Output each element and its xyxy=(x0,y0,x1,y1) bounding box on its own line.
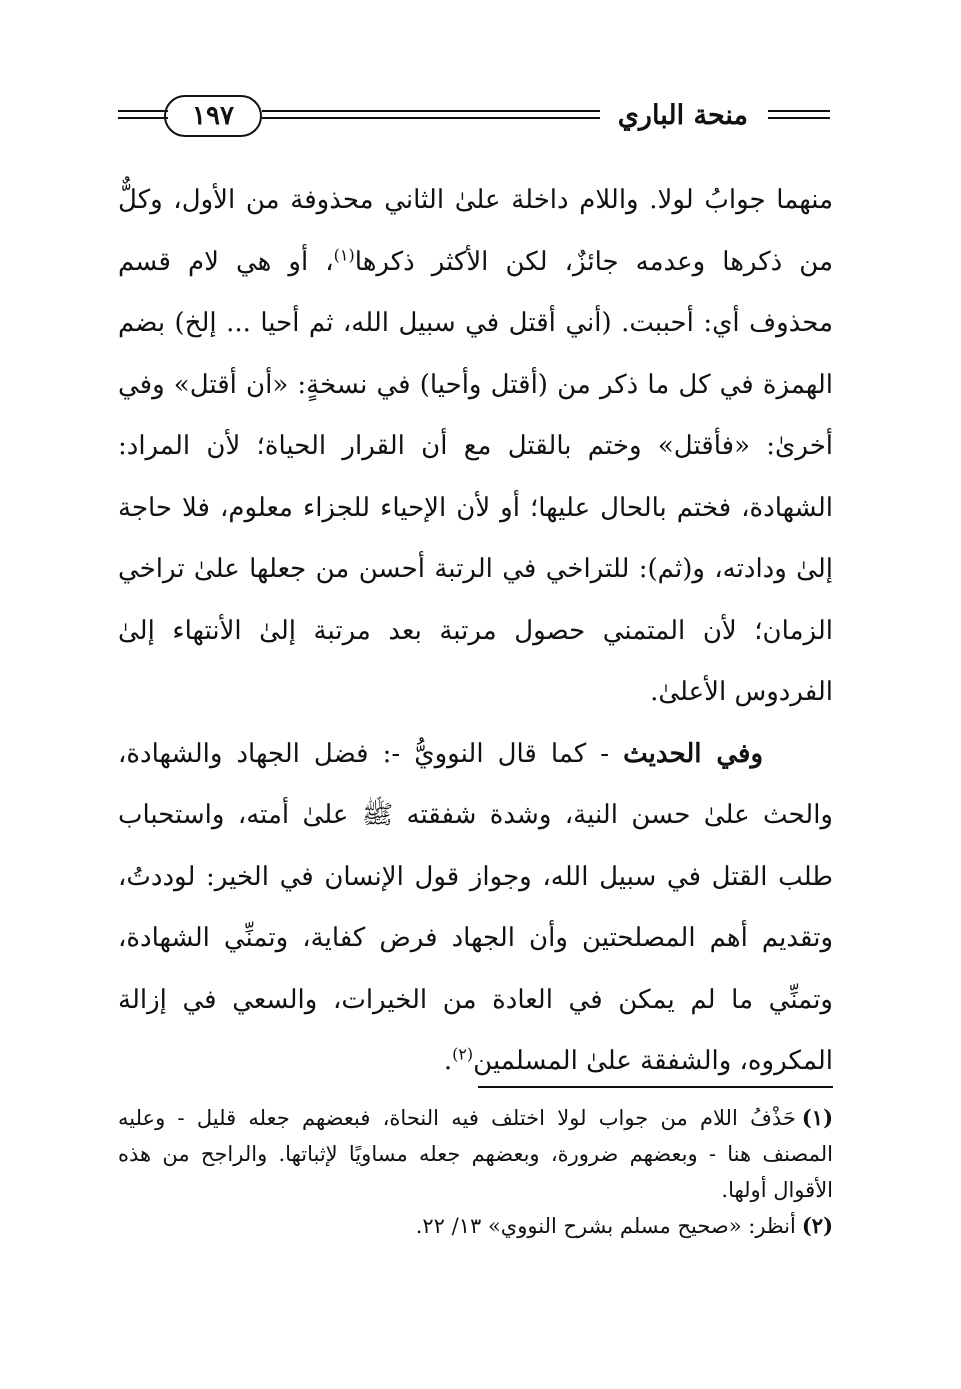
footnote-2-text: أنظر: «صحيح مسلم بشرح النووي» ١٣/ ٢٢. xyxy=(415,1214,796,1238)
page-number: ١٩٧ xyxy=(164,95,262,137)
book-title: منحة الباري xyxy=(617,100,748,131)
footnote-ref-2[interactable]: (٢) xyxy=(452,1044,474,1064)
footnote-1-number: (١) xyxy=(801,1105,833,1130)
paragraph-2 xyxy=(118,724,833,1093)
paragraph-1 xyxy=(118,170,833,724)
paragraph-1-text-b: ، أو هي لام قسم محذوف أي: أحببت. (أني أقتل في سبيل الله، ثم أحيا ... إلخ) بضم الهمزة في كل ما ذكر من (أقتل وأحيا) في نسخةٍ: «أن أقتل» وفي أخرىٰ: «فأقتل» وختم بالقتل مع أن القرار الحياة؛ لأن المراد: الشهادة، فختم بالحال عليها؛ أو لأن الإحياء للجزاء معلوم، فلا حاجة إلىٰ ودادته، و(ثم): للتراخي في الرتبة أحسن من جعلها علىٰ تراخي الزمان؛ لأن المتمني حصول مرتبة بعد مرتبة إلىٰ الأنتهاء إلىٰ الفردوس الأعلىٰ. xyxy=(118,246,834,707)
footnote-2-number: (٢) xyxy=(801,1213,833,1238)
header-ornament-right xyxy=(768,110,830,124)
main-text xyxy=(118,170,833,1093)
header-rule xyxy=(262,110,600,124)
footnote-2 xyxy=(118,1208,833,1244)
footnote-separator xyxy=(478,1086,833,1088)
footnote-1-text: حَذْفُ اللام من جواب لولا اختلف فيه النحاة، فبعضهم جعله قليل - وعليه المصنف هنا - وبعضهم ضرورة، وبعضهم جعله مساويًا لإثباتها. والراجح من هذه الأقوال أولها. xyxy=(118,1106,833,1202)
paragraph-2-text-b: . xyxy=(443,1046,453,1076)
footnote-ref-1[interactable]: (١) xyxy=(333,244,355,264)
paragraph-2-text-a: - كما قال النوويُّ -: فضل الجهاد والشهادة، والحث علىٰ حسن النية، وشدة شفقته ﷺ علىٰ أمته، واستحباب طلب القتل في سبيل الله، وجواز قول الإنسان في الخير: لوددتُ، وتقديم أهم المصلحتين وأن الجهاد فرض كفاية، وتمنِّي الشهادة، وتمنِّي ما لم يمكن في العادة من الخيرات، والسعي في إزالة المكروه، والشفقة علىٰ المسلمين xyxy=(118,738,833,1076)
paragraph-1-text-a: منهما جوابُ لولا. واللام داخلة علىٰ الثاني محذوفة من الأول، وكلٌّ من ذكرها وعدمه جائزٌ، لكن الأكثر ذكرها xyxy=(118,185,833,277)
footnotes xyxy=(118,1100,833,1244)
page-header xyxy=(118,92,830,142)
header-ornament-left xyxy=(118,110,168,124)
paragraph-2-lead: وفي الحديث xyxy=(623,738,763,769)
footnote-1 xyxy=(118,1100,833,1208)
